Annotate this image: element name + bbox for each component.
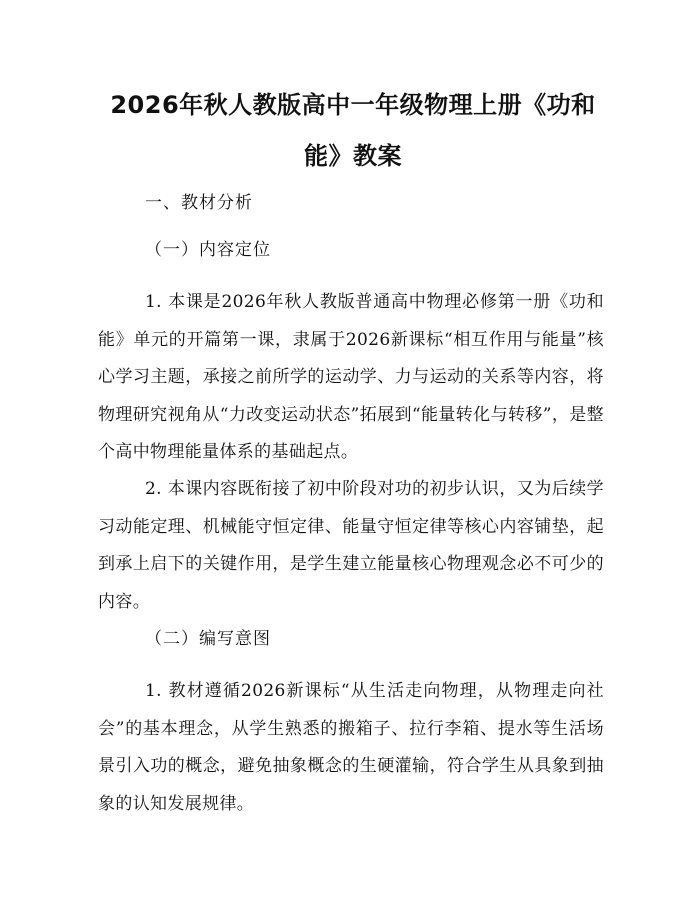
paragraph-writing-intent-1: 1. 教材遵循2026新课标“从生活走向物理，从物理走向社会”的基本理念，从学生熟悉的搬箱子、拉行李箱、提水等生活场景引入功的概念，避免抽象概念的生硬灌输，符合学生从具象到抽象的认知发展规律。 [98, 681, 604, 814]
subsection-heading-content-positioning: （一）内容定位 [145, 240, 271, 260]
subsection-heading-writing-intent: （二）编写意图 [145, 629, 271, 649]
paragraph-content-positioning-2: 2. 本课内容既衔接了初中阶段对功的初步认识，又为后续学习动能定理、机械能守恒定律、能量守恒定律等核心内容铺垫，起到承上启下的关键作用，是学生建立能量核心物理观念必不可少的内容。 [98, 479, 604, 612]
document-title: 2026年秋人教版高中一年级物理上册《功和能》教案 [110, 91, 596, 170]
section-heading-textbook-analysis: 一、教材分析 [145, 193, 253, 213]
paragraph-content-positioning-1: 1. 本课是2026年秋人教版普通高中物理必修第一册《功和能》单元的开篇第一课，隶属于2026新课标“相互作用与能量”核心学习主题，承接之前所学的运动学、力与运动的关系等内容，将物理研究视角从“力改变运动状态”拓展到“能量转化与转移”，是整个高中物理能量体系的基础起点。 [98, 292, 604, 462]
